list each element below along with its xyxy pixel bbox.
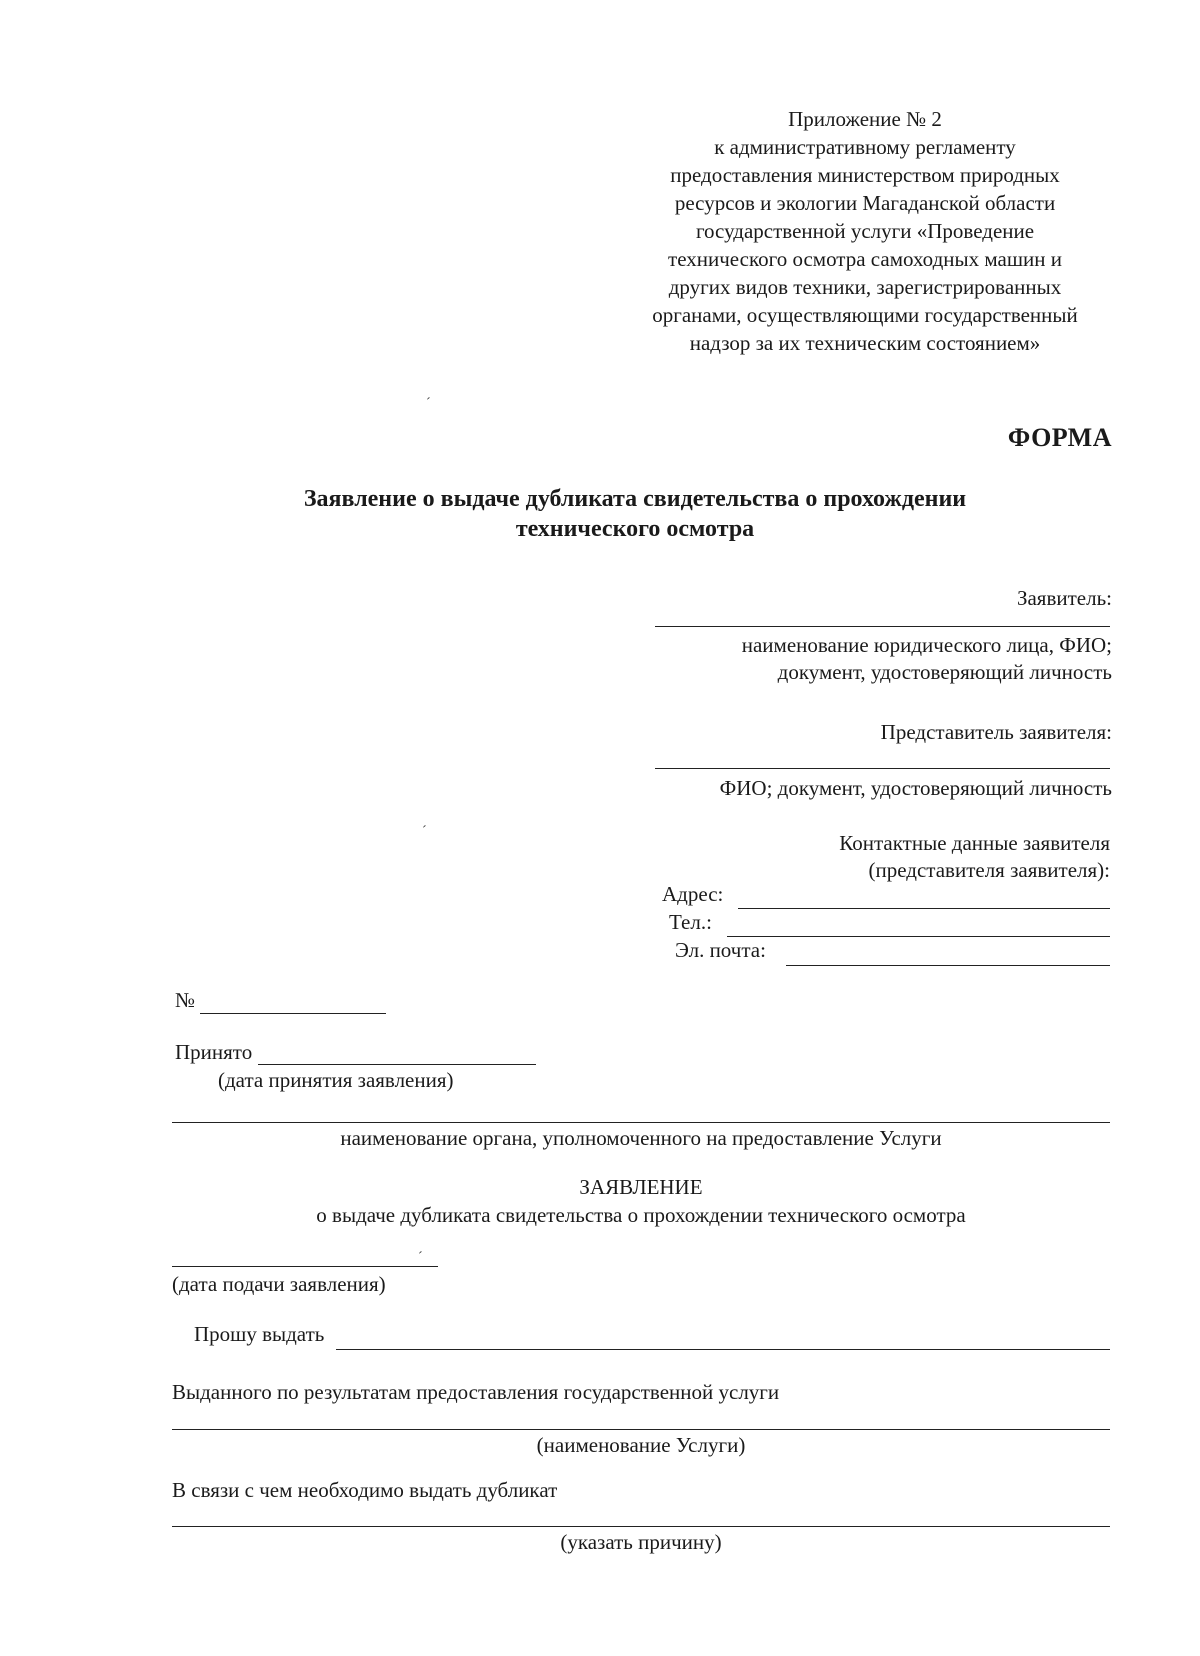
contacts-label-line2: (представителя заявителя): [868,858,1110,882]
accepted-caption: (дата принятия заявления) [218,1068,454,1092]
reason-caption: (указать причину) [560,1530,722,1554]
representative-caption: ФИО; документ, удостоверяющий личность [719,776,1112,800]
annex-header [615,105,1115,357]
annex-line: государственной услуги «Проведение [695,219,1035,243]
annex-line: к административному регламенту [714,135,1016,159]
annex-line: других видов техники, зарегистрированных [668,275,1062,299]
scan-mark: ´ [426,396,431,411]
document-title-line1: Заявление о выдаче дубликата свидетельства о прохождении [303,486,967,512]
service-caption: (наименование Услуги) [536,1433,746,1457]
service-name-field[interactable] [172,1429,1110,1430]
annex-line: Приложение № 2 [788,107,942,131]
email-field[interactable] [786,965,1110,966]
number-field[interactable] [200,1013,386,1014]
applicant-field[interactable] [655,626,1110,627]
applicant-caption [742,632,1112,686]
address-field[interactable] [738,908,1110,909]
email-label: Эл. почта: [675,938,766,962]
submission-date-field[interactable] [172,1266,438,1267]
accepted-label: Принято [175,1040,253,1064]
number-label: № [175,988,196,1012]
reason-label: В связи с чем необходимо выдать дубликат [172,1478,558,1502]
contacts-label-line1: Контактные данные заявителя [839,831,1110,855]
applicant-caption-line2: документ, удостоверяющий личность [777,660,1112,684]
applicant-caption-line1: наименование юридического лица, ФИО; [741,633,1112,657]
forma-label: ФОРМА [1007,423,1112,452]
scan-mark: ´ [422,824,427,839]
request-label: Прошу выдать [194,1322,325,1346]
statement-heading: ЗАЯВЛЕНИЕ [579,1175,703,1199]
annex-line: предоставления министерством природных [670,163,1060,187]
applicant-label: Заявитель: [1016,586,1112,610]
reason-field[interactable] [172,1526,1110,1527]
annex-line: ресурсов и экологии Магаданской области [674,191,1056,215]
issued-label: Выданного по результатам предоставления государственной услуги [172,1380,780,1404]
authority-caption: наименование органа, уполномоченного на предоставление Услуги [340,1126,942,1150]
phone-field[interactable] [727,936,1110,937]
address-label: Адрес: [662,882,724,906]
annex-line: технического осмотра самоходных машин и [668,247,1062,271]
document-title-line2: технического осмотра [515,516,755,542]
contacts-label [839,830,1110,884]
statement-subheading: о выдаче дубликата свидетельства о прохождении технического осмотра [316,1203,966,1227]
annex-line: органами, осуществляющими государственный [652,303,1078,327]
request-field[interactable] [336,1349,1110,1350]
representative-label: Представитель заявителя: [880,720,1112,744]
submission-date-caption: (дата подачи заявления) [172,1272,386,1296]
scan-mark: ´ [418,1250,423,1265]
accepted-date-field[interactable] [258,1064,536,1065]
annex-line: надзор за их техническим состоянием» [689,331,1041,355]
representative-field[interactable] [655,768,1110,769]
phone-label: Тел.: [669,910,712,934]
authority-field[interactable] [172,1122,1110,1123]
document-title [220,484,1050,544]
